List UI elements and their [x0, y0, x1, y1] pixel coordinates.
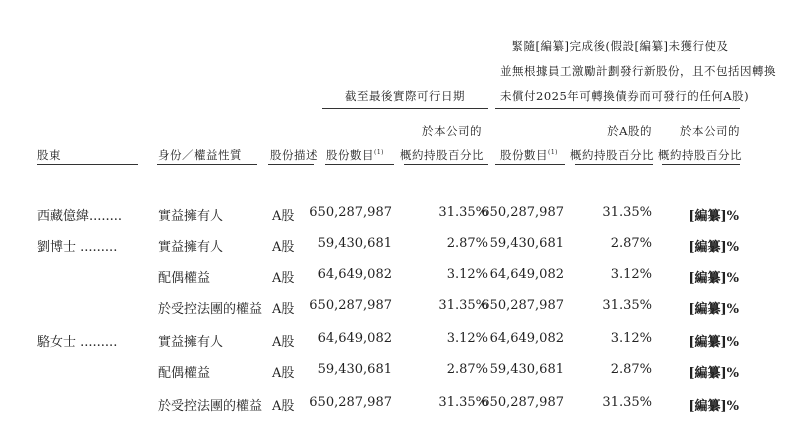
col-header-pct-a-2: 概約持股百分比: [570, 148, 654, 162]
row-2-pct-co: [編纂]%: [688, 271, 739, 286]
row-5-pct-a: 2.87%: [610, 362, 652, 377]
row-1-shares-post: 59,430,681: [489, 236, 564, 251]
row-5-desc: A股: [272, 366, 295, 381]
rule-description: [268, 164, 314, 165]
row-5-shares-pre: 59,430,681: [317, 362, 392, 377]
row-4-pct-pre: 3.12%: [446, 331, 488, 346]
col-header-pct-co-1: 於本公司的: [680, 124, 740, 138]
row-1-pct-co: [編纂]%: [688, 240, 739, 255]
rule-pct-a: [575, 164, 653, 165]
row-0-pct-co: [編纂]%: [688, 209, 739, 224]
post-header-line-3: 未償付2025年可轉換債券而可發行的任何A股): [500, 89, 750, 103]
row-5-shares-post: 59,430,681: [489, 362, 564, 377]
row-6-pct-co: [編纂]%: [688, 399, 739, 414]
row-3-shares-pre: 650,287,987: [309, 298, 392, 313]
row-6-shares-pre: 650,287,987: [309, 395, 392, 410]
col-header-shares-post: 股份數目$^{(1)}$: [500, 148, 558, 162]
col-header-pct-pre-2: 概約持股百分比: [400, 148, 484, 162]
row-3-pct-pre: 31.35%: [438, 298, 488, 313]
row-3-desc: A股: [272, 302, 295, 317]
row-5-capacity: 配偶權益: [158, 366, 211, 381]
row-0-holder: 西藏億緯........: [37, 209, 123, 224]
row-2-pct-pre: 3.12%: [446, 267, 488, 282]
rule-capacity: [157, 164, 257, 165]
row-0-shares-pre: 650,287,987: [309, 205, 392, 220]
row-1-pct-a: 2.87%: [610, 236, 652, 251]
row-6-shares-post: 650,287,987: [481, 395, 564, 410]
col-header-shares-pre: 股份數目$^{(1)}$: [326, 148, 384, 162]
post-group-rule: [495, 108, 740, 109]
col-header-pct-a-1: 於A股的: [607, 124, 652, 138]
row-6-pct-a: 31.35%: [602, 395, 652, 410]
row-4-shares-post: 64,649,082: [489, 331, 564, 346]
row-2-shares-pre: 64,649,082: [317, 267, 392, 282]
row-0-capacity: 實益擁有人: [158, 209, 224, 224]
row-0-pct-pre: 31.35%: [438, 205, 488, 220]
row-2-desc: A股: [272, 271, 295, 286]
rule-shares-post: [495, 164, 565, 165]
pre-group-rule: [322, 108, 488, 109]
row-1-desc: A股: [272, 240, 295, 255]
row-4-pct-a: 3.12%: [610, 331, 652, 346]
row-4-pct-co: [編纂]%: [688, 335, 739, 350]
row-6-pct-pre: 31.35%: [438, 395, 488, 410]
row-0-shares-post: 650,287,987: [481, 205, 564, 220]
row-3-capacity: 於受控法團的權益: [158, 302, 263, 317]
row-0-pct-a: 31.35%: [602, 205, 652, 220]
row-4-capacity: 實益擁有人: [158, 335, 224, 350]
col-header-pct-pre-1: 於本公司的: [422, 124, 482, 138]
row-1-pct-pre: 2.87%: [446, 236, 488, 251]
row-1-holder: 劉博士 .........: [37, 240, 118, 255]
row-0-desc: A股: [272, 209, 295, 224]
col-header-capacity: 身份／權益性質: [158, 148, 242, 162]
rule-shareholder: [37, 164, 138, 165]
pre-header: 截至最後實際可行日期: [345, 89, 465, 103]
row-5-pct-pre: 2.87%: [446, 362, 488, 377]
row-3-shares-post: 650,287,987: [481, 298, 564, 313]
row-1-shares-pre: 59,430,681: [317, 236, 392, 251]
row-6-capacity: 於受控法團的權益: [158, 399, 263, 414]
post-header-line-2: 並無根據員工激勵計劃發行新股份，且不包括因轉換: [500, 64, 776, 78]
rule-shares-pre: [325, 164, 394, 165]
row-3-pct-a: 31.35%: [602, 298, 652, 313]
row-1-capacity: 實益擁有人: [158, 240, 224, 255]
row-2-capacity: 配偶權益: [158, 271, 211, 286]
row-2-pct-a: 3.12%: [610, 267, 652, 282]
post-header-line-1: 緊隨[編纂]完成後(假設[編纂]未獲行使及: [511, 39, 729, 53]
col-header-pct-co-2: 概約持股百分比: [658, 148, 742, 162]
rule-pct-pre: [404, 164, 488, 165]
row-4-shares-pre: 64,649,082: [317, 331, 392, 346]
col-header-description: 股份描述: [270, 148, 318, 162]
row-2-shares-post: 64,649,082: [489, 267, 564, 282]
row-4-holder: 駱女士 .........: [37, 335, 118, 350]
row-6-desc: A股: [272, 399, 295, 414]
rule-pct-co: [662, 164, 740, 165]
row-5-pct-co: [編纂]%: [688, 366, 739, 381]
col-header-shareholder: 股東: [37, 148, 61, 162]
row-4-desc: A股: [272, 335, 295, 350]
row-3-pct-co: [編纂]%: [688, 302, 739, 317]
